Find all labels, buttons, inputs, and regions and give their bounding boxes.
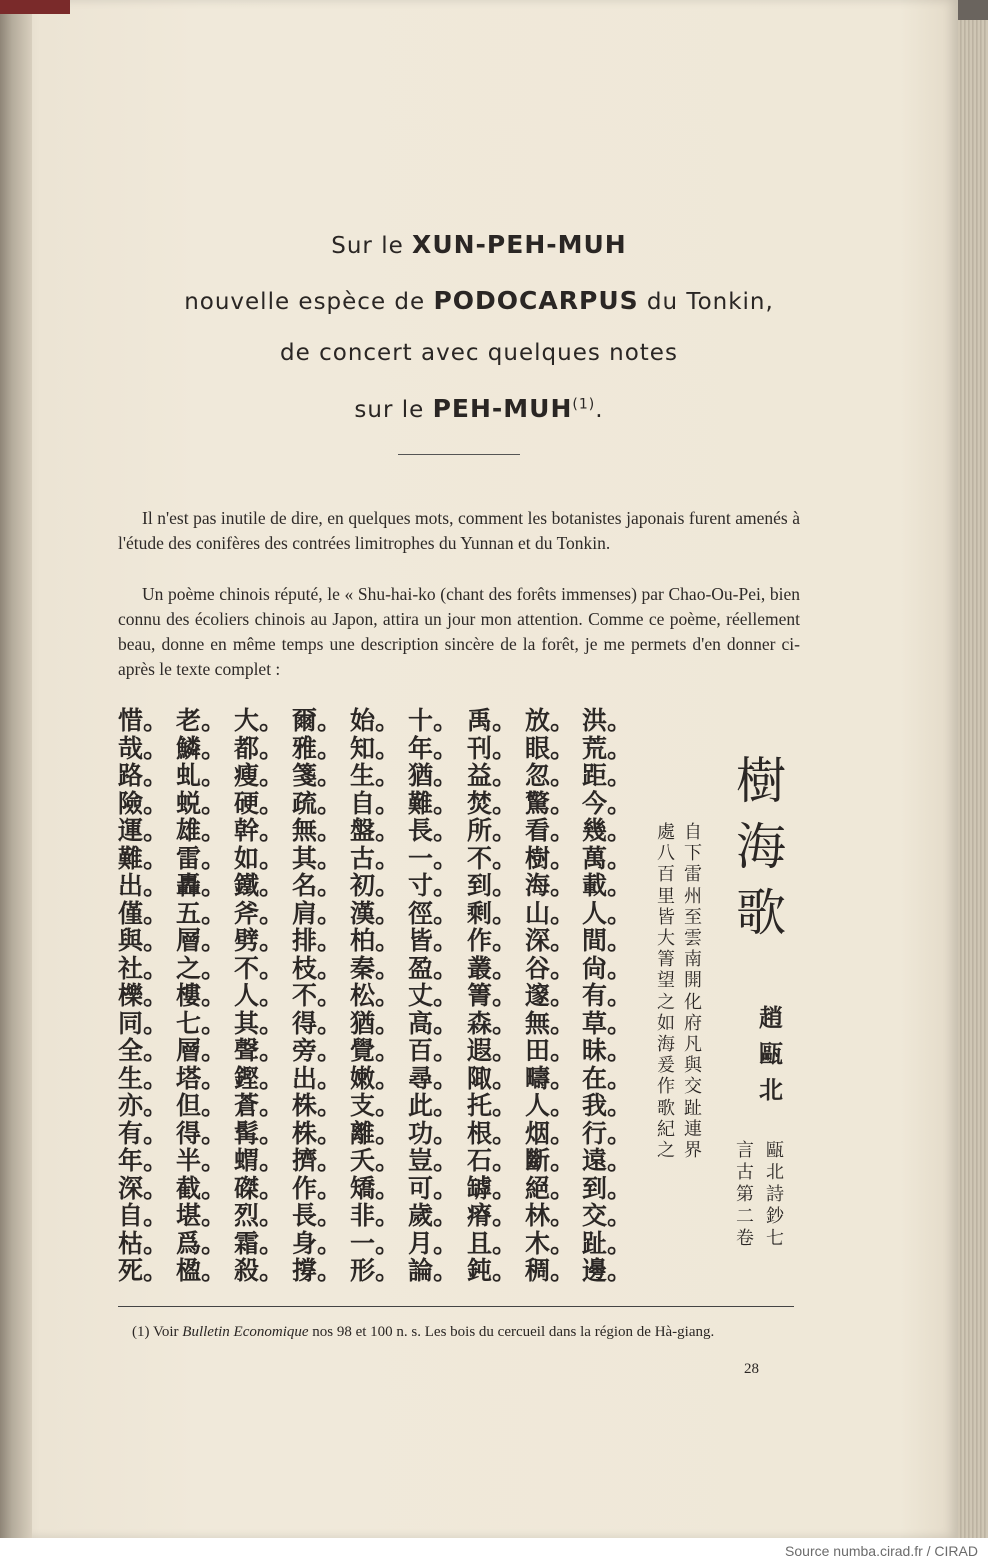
title-line-2: nouvelle espèce de PODOCARPUS du Tonkin,: [184, 286, 774, 315]
title-line-3: de concert avec quelques notes: [280, 340, 678, 366]
binding-mark: [0, 0, 70, 14]
title-divider: [398, 454, 520, 455]
poem-preface-1: 自下雷州至雲南開化府凡與交趾連界: [684, 822, 702, 1162]
title-bold-4: PEH-MUH: [432, 394, 573, 423]
title-line-4: sur le PEH-MUH$^{(1)}$.: [354, 394, 604, 423]
poem-column-1: 洪。荒。距。今。幾。萬。載。人。間。尙。有。草。昧。在。我。行。遠。到。交。趾。邊。: [582, 706, 633, 1285]
paragraph-1: Il n'est pas inutile de dire, en quelques mots, comment les botanistes japonais furent amenés à l'étude des conifères des contrées limitrophes du Yunnan et du Tonkin.: [118, 508, 800, 553]
poem-preface-2: 處八百里皆大箐望之如海爰作歌紀之: [657, 822, 675, 1162]
footnote-mark: (1): [132, 1324, 150, 1340]
title-bold-2: PODOCARPUS: [433, 286, 639, 315]
page-edges: [958, 20, 988, 1538]
page-number: 28: [744, 1361, 759, 1377]
title-footnote-mark: (1): [572, 396, 596, 413]
paragraph-2: Un poème chinois réputé, le « Shu-hai-ko (chant des forêts immenses) par Chao-Ou-Pei, bien connu des écoliers chinois au Japon, attira un jour mon attention. Comme ce poème, réellement beau, donne en même temps une description sincère de la forêt, je me permets d'en donner ci-après le texte complet :: [118, 584, 800, 679]
poem-author: 趙甌北: [759, 1003, 783, 1104]
poem-column-4: 十。年。猶。難。長。一。寸。徑。皆。盈。丈。高。百。尋。此。功。豈。可。歲。月。論。: [408, 706, 459, 1285]
poem-source-2: 言古第二卷: [736, 1140, 754, 1249]
poem-source-1: 甌北詩鈔七: [766, 1140, 784, 1249]
title-bold-1: XUN-PEH-MUH: [412, 230, 627, 259]
poem-column-2: 放。眼。忽。驚。看。樹。海。山。深。谷。邃。無。田。疇。人。烟。斷。絕。林。木。稠。: [525, 706, 576, 1285]
title-line-1: Sur le XUN-PEH-MUH: [331, 230, 627, 259]
source-credit: Source numba.cirad.fr / CIRAD: [785, 1543, 978, 1559]
footnote: (1) Voir Bulletin Economique nos 98 et 100 n. s. Les bois du cercueil dans la région de Hà-giang.: [132, 1324, 715, 1340]
footnote-journal: Bulletin Economique: [182, 1324, 309, 1340]
poem-title: 樹海歌: [736, 752, 786, 942]
poem-column-5: 始。知。生。自。盤。古。初。漢。柏。秦。松。猶。覺。嫩。支。離。夭。矯。非。一。形。: [350, 706, 401, 1285]
poem-column-7: 大。都。瘦。硬。幹。如。鐵。斧。劈。不。人。其。聲。鏗。蒼。髯。蝟。磔。烈。霜。殺。: [234, 706, 285, 1285]
poem-column-6: 爾。雅。箋。疏。無。其。名。肩。排。枝。不。得。旁。出。株。株。擠。作。長。身。撐。: [292, 706, 343, 1285]
poem-column-9: 惜。哉。路。險。運。難。出。僅。與。社。櫟。同。全。生。亦。有。年。深。自。枯。死。: [118, 706, 169, 1285]
poem-column-8: 老。鱗。虬。蜕。雄。雷。轟。五。層。之。樓。七。層。塔。但。得。半。截。堪。爲。楹。: [176, 706, 227, 1285]
footnote-divider: [118, 1306, 794, 1307]
poem-column-3: 禹。刊。益。焚。所。不。到。剩。作。叢。箐。森。遐。陬。托。根。石。罅。瘠。且。鈍。: [467, 706, 518, 1285]
